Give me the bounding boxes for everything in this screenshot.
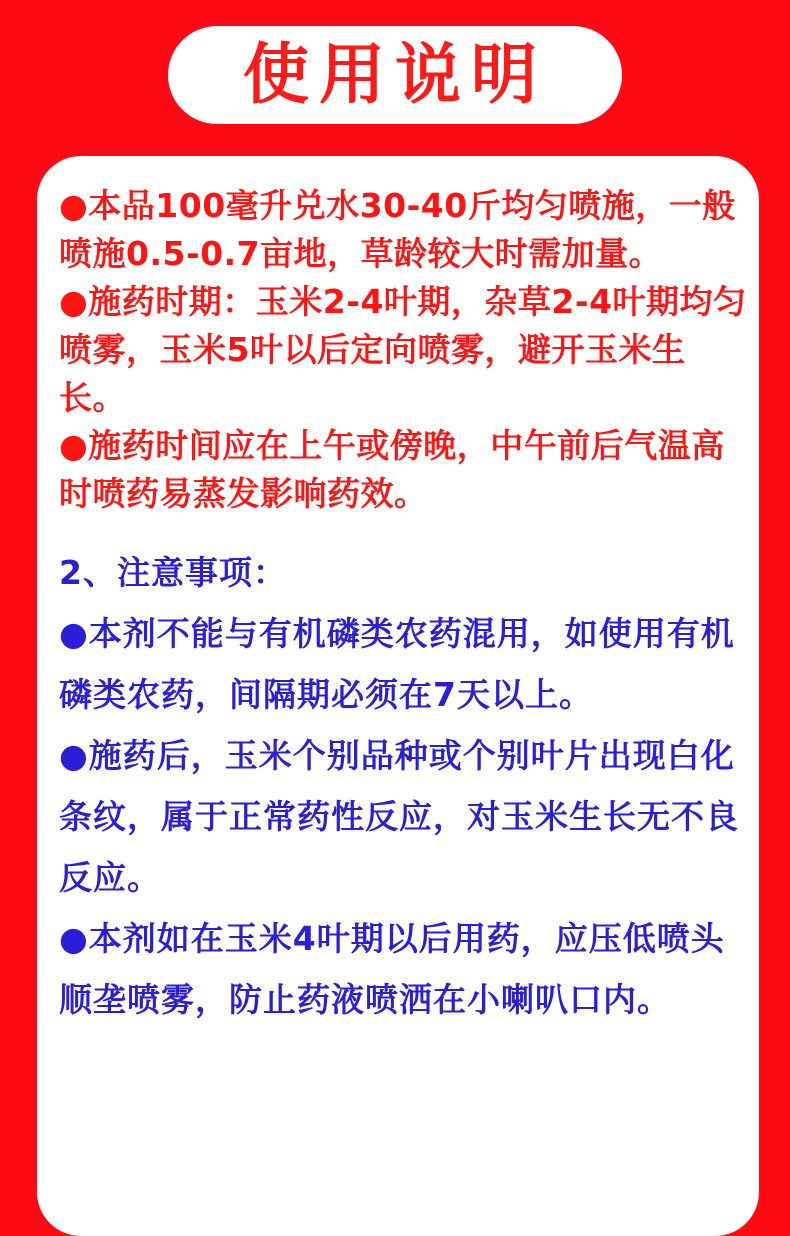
page-title: 使用说明	[243, 36, 547, 113]
notes-heading: 2、注意事项：	[59, 553, 287, 592]
instructions-content	[59, 182, 749, 1030]
usage-item-timing-stage: ●施药时期：玉米2-4叶期，杂草2-4叶期均匀喷雾，玉米5叶以后定向喷雾，避开玉米生长。	[59, 282, 747, 417]
usage-item-dosage: ●本品100毫升兑水30-40斤均匀喷施，一般喷施0.5-0.7亩地，草龄较大时需加量。	[59, 186, 736, 273]
usage-section	[59, 182, 749, 518]
notes-section	[59, 542, 749, 1030]
usage-item-timing-day: ●施药时间应在上午或傍晚，中午前后气温高时喷药易蒸发影响药效。	[59, 426, 725, 513]
notes-item-spraying: ●本剂如在玉米4叶期以后用药，应压低喷头顺垄喷雾，防止药液喷洒在小喇叭口内。	[59, 919, 725, 1019]
title-pill	[168, 26, 622, 124]
notes-item-mixing: ●本剂不能与有机磷类农药混用，如使用有机磷类农药，间隔期必须在7天以上。	[59, 614, 735, 714]
notes-item-whitening: ●施药后，玉米个别品种或个别叶片出现白化条纹，属于正常药性反应，对玉米生长无不良反应。	[59, 736, 739, 897]
